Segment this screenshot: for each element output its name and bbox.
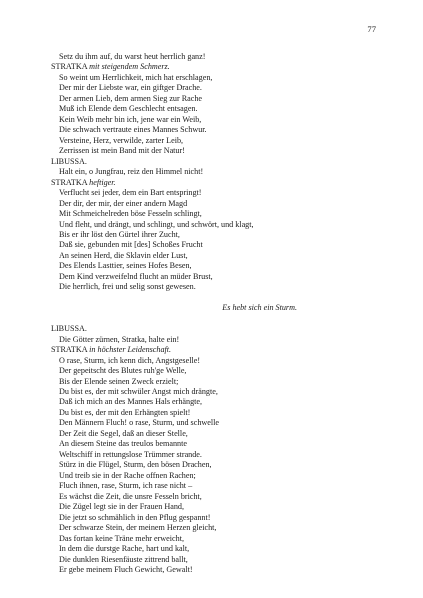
verse-line: Kein Weib mehr bin ich, jene war ein Weib, bbox=[59, 114, 202, 124]
verse-line: Mit Schmeichelreden böse Fesseln schlingt, bbox=[59, 209, 202, 219]
spacer bbox=[51, 293, 381, 303]
speaker-name: STRATKA bbox=[51, 62, 88, 72]
play-text bbox=[51, 52, 381, 575]
verse-line: Bis er ihr löst den Gürtel ihrer Zucht, bbox=[59, 229, 180, 239]
verse-line: Und fleht, und drängt, und schlingt, und schwört, und klagt, bbox=[59, 219, 254, 229]
speaker-name: LIBUSSA. bbox=[51, 156, 87, 166]
speaker-direction: mit steigendem Schmerz. bbox=[89, 62, 170, 72]
verse-line: Und treib sie in der Rache offnen Rachen; bbox=[59, 470, 196, 480]
verse-line: An diesem Steine das treulos bemannte bbox=[59, 439, 187, 449]
speaker-direction: heftiger. bbox=[89, 177, 116, 187]
verse-line: Die schwach vertraute eines Mannes Schwur. bbox=[59, 125, 207, 135]
speaker-direction: in höchster Leidenschaft. bbox=[89, 345, 172, 355]
verse-line: In dem die durstge Rache, hart und kalt, bbox=[59, 544, 190, 554]
verse-line: Daß sie, gebunden mit [des] Schoßes Frucht bbox=[59, 240, 203, 250]
verse-line: Die jetzt so schmählich in den Pflug gespannt! bbox=[59, 512, 211, 522]
speaker-line bbox=[51, 157, 381, 167]
speaker-name: STRATKA bbox=[51, 345, 88, 355]
verse-line: Der mir der Liebste war, ein giftger Drache. bbox=[59, 83, 202, 93]
dialogue-section-top bbox=[51, 52, 381, 293]
verse-line: Den Männern Fluch! o rase, Sturm, und schwelle bbox=[59, 418, 219, 428]
verse-line: Versteine, Herz, verwilde, zarter Leib, bbox=[59, 135, 184, 145]
verse-line: Der dir, der mir, der einer andern Magd bbox=[59, 198, 188, 208]
verse-line: Des Elends Lasttier, seines Hofes Besen, bbox=[59, 261, 192, 271]
verse-line: Zerrissen ist mein Band mit der Natur! bbox=[59, 146, 185, 156]
verse-line: Du bist es, der mit den Erhängten spielt! bbox=[59, 407, 191, 417]
verse-line: Du bist es, der mit schwüler Angst mich drängte, bbox=[59, 387, 218, 396]
verse-line: Es wächst die Zeit, die unsre Fesseln bricht, bbox=[59, 491, 202, 501]
verse-line: Fluch ihnen, rase, Sturm, ich rase nicht – bbox=[59, 481, 193, 491]
verse-line: Daß ich mich an des Mannes Hals erhängte, bbox=[59, 397, 203, 407]
speaker-line bbox=[51, 345, 381, 355]
verse-line: Muß ich Elende dem Geschlecht entsagen. bbox=[59, 104, 198, 114]
verse-line: Halt ein, o Jungfrau, reiz den Himmel nicht! bbox=[59, 167, 204, 177]
page-number: 77 bbox=[367, 24, 376, 34]
dialogue-section-bottom bbox=[51, 324, 381, 575]
speaker-line bbox=[51, 324, 381, 334]
verse-line: So weint um Herrlichkeit, mich hat erschlagen, bbox=[59, 72, 213, 82]
verse-line: Der gepeitscht des Blutes ruh'ge Welle, bbox=[59, 366, 187, 376]
verse-line: Der schwarze Stein, der meinem Herzen gleicht, bbox=[59, 523, 217, 533]
verse-line: Er gebe meinem Fluch Gewicht, Gewalt! bbox=[59, 564, 193, 574]
verse-line: Das fortan keine Träne mehr erweicht, bbox=[59, 533, 184, 543]
verse-line: O rase, Sturm, ich kenn dich, Angstgeselle! bbox=[59, 355, 201, 365]
verse-line: Dem Kind verzweifelnd flucht an müder Brust, bbox=[59, 271, 213, 281]
speaker-name: STRATKA bbox=[51, 177, 88, 187]
stage-direction: Es hebt sich ein Sturm. bbox=[222, 303, 297, 313]
speaker-line bbox=[51, 178, 381, 188]
verse-line: Verflucht sei jeder, dem ein Bart entspringt! bbox=[59, 188, 202, 198]
spacer bbox=[51, 314, 381, 324]
verse-line: Bis der Elende seinen Zweck erzielt; bbox=[59, 376, 179, 386]
verse-line: Die Zügel legt sie in der Frauen Hand, bbox=[59, 502, 184, 512]
verse-line: Weltschiff in rettungslose Trümmer strande. bbox=[59, 449, 202, 459]
speaker-line bbox=[51, 62, 381, 72]
verse-line: Die herrlich, frei und selig sonst gewesen. bbox=[59, 282, 196, 292]
verse-line: Stürz in die Flügel, Sturm, den bösen Drachen, bbox=[59, 460, 212, 470]
verse-line: Der armen Lieb, dem armen Sieg zur Rache bbox=[59, 93, 203, 103]
verse-line: Die dunklen Riesenfäuste zittrend ballt, bbox=[59, 554, 188, 564]
verse-line: Die Götter zürnen, Stratka, halte ein! bbox=[59, 334, 180, 344]
speaker-name: LIBUSSA. bbox=[51, 324, 87, 334]
verse-line: Setz du ihm auf, du warst heut herrlich ganz! bbox=[59, 52, 206, 61]
verse-line: Der Zeit die Segel, daß an dieser Stelle, bbox=[59, 428, 188, 438]
verse-line: An seinen Herd, die Sklavin elder Lust, bbox=[59, 250, 188, 260]
